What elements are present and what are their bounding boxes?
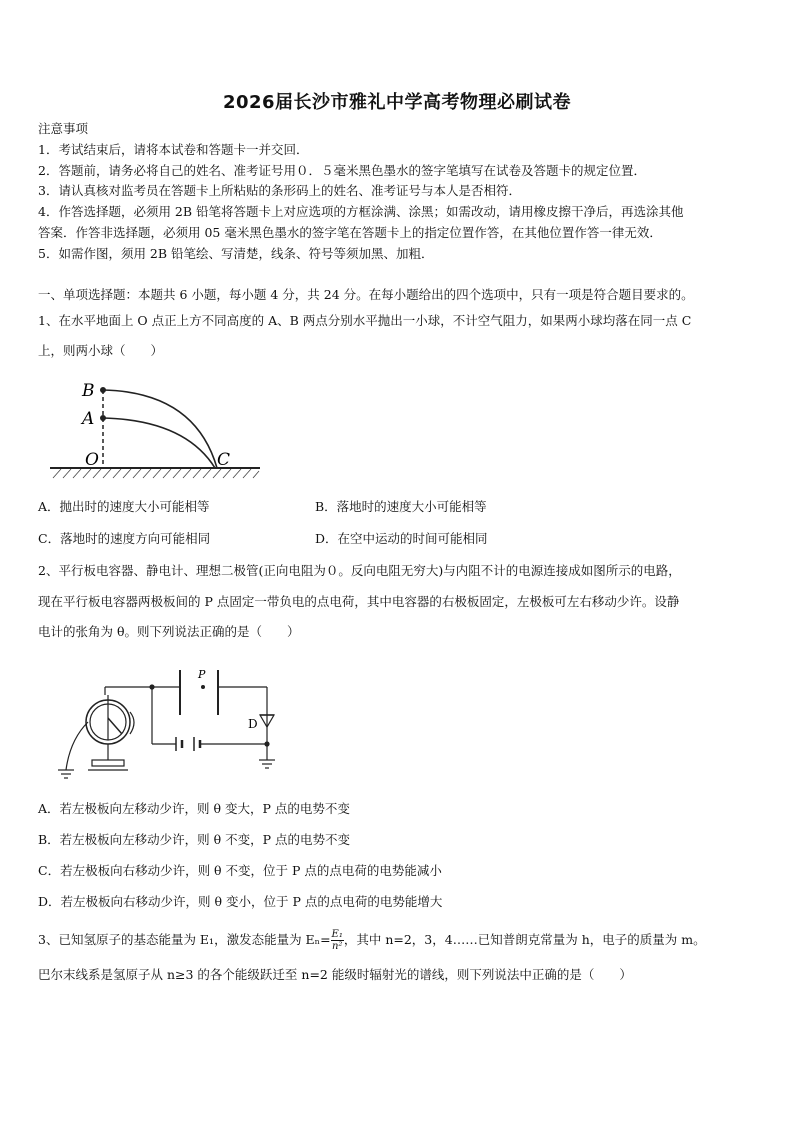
fraction-numerator: E₁: [331, 929, 343, 940]
label-a: A: [82, 409, 95, 429]
label-o: O: [85, 450, 99, 470]
note-item-2: 2．答题前，请务必将自己的姓名、准考证号用０．５毫米黑色墨水的签字笔填写在试卷及答题卡的规定位置．: [38, 163, 646, 178]
q1-stem: 1、在水平地面上 O 点正上方不同高度的 A、B 两点分别水平抛出一小球，不计空气阻力，如果两小球均落在同一点 C: [38, 313, 692, 328]
ground-wire-left: [66, 722, 88, 770]
note-item-1: 1．考试结束后，请将本试卷和答题卡一并交回．: [38, 142, 309, 157]
note-item-4: 4．作答选择题，必须用 2B 铅笔将答题卡上对应选项的方框涂满、涂黑；如需改动，请用橡皮擦干净后，再选涂其他: [38, 204, 684, 219]
point-b: [100, 387, 106, 393]
label-d: D: [248, 717, 258, 731]
label-b: B: [82, 381, 95, 401]
q3-stem: [38, 929, 758, 952]
circuit-diagram: [48, 660, 288, 785]
trajectory-b: [103, 390, 217, 468]
page-title: 2026届长沙市雅礼中学高考物理必刷试卷: [222, 92, 572, 113]
label-p: P: [198, 668, 206, 681]
point-p: [201, 685, 205, 689]
projectile-diagram: [45, 372, 265, 487]
fraction-denominator: n²: [331, 941, 343, 952]
label-c: C: [217, 450, 231, 470]
q2-stem: 2、平行板电容器、静电计、理想二极管(正向电阻为０。反向电阻无穷大)与内阻不计的电源连接成如图所示的电路，: [38, 563, 681, 578]
trajectory-a: [103, 418, 215, 468]
q2-option-d: D．若左极板向右移动少许，则 θ 变小，位于 P 点的点电荷的电势能增大: [38, 894, 443, 909]
q2-option-a: A．若左极板向左移动少许，则 θ 变大，P 点的电势不变: [38, 801, 350, 816]
point-a: [100, 415, 106, 421]
q3-stem-post: ，其中 n=2，3，4……已知普朗克常量为 h，电子的质量为 m。: [343, 932, 706, 947]
electrometer-needle: [108, 718, 122, 734]
q2-stem-line3: 电计的张角为 θ。则下列说法正确的是（ ）: [38, 624, 300, 639]
q2-stem-line2: 现在平行板电容器两极板间的 P 点固定一带负电的点电荷，其中电容器的右极板固定，左极板可左右移动少许。设静: [38, 594, 680, 609]
q1-option-c: C．落地时的速度方向可能相同: [38, 531, 211, 546]
note-item-4-continued: 答案．作答非选择题，必须用 05 毫米黑色墨水的签字笔在答题卡上的指定位置作答，在其他位置作答一律无效．: [38, 225, 662, 240]
notes-heading: 注意事项: [38, 121, 89, 136]
q3-stem-pre: 3、已知氢原子的基态能量为 E₁，激发态能量为 Eₙ=: [38, 932, 331, 947]
electrometer-base: [92, 760, 124, 766]
q1-option-b: B．落地时的速度大小可能相等: [315, 499, 487, 514]
q3-stem-line2: 巴尔末线系是氢原子从 n≥3 的各个能级跃迁至 n=2 能级时辐射光的谱线，则下列说法中正确的是（ ）: [38, 967, 632, 982]
note-item-3: 3．请认真核对监考员在答题卡上所粘贴的条形码上的姓名、准考证号与本人是否相符．: [38, 183, 521, 198]
note-item-5: 5．如需作图，须用 2B 铅笔绘、写清楚，线条、符号等须加黑、加粗．: [38, 246, 434, 261]
q2-option-c: C．若左极板向右移动少许，则 θ 不变，位于 P 点的点电荷的电势能减小: [38, 863, 442, 878]
energy-fraction: [331, 929, 344, 952]
q1-stem-end: 上，则两小球（ ）: [38, 343, 164, 358]
ground-hatching: [53, 469, 259, 478]
q1-option-a: A．抛出时的速度大小可能相等: [38, 499, 210, 514]
section-heading: 一、单项选择题：本题共 6 小题，每小题 4 分，共 24 分。在每小题给出的四个选项中，只有一项是符合题目要求的。: [38, 287, 694, 302]
q2-option-b: B．若左极板向左移动少许，则 θ 不变，P 点的电势不变: [38, 832, 351, 847]
q1-option-d: D．在空中运动的时间可能相同: [315, 531, 488, 546]
